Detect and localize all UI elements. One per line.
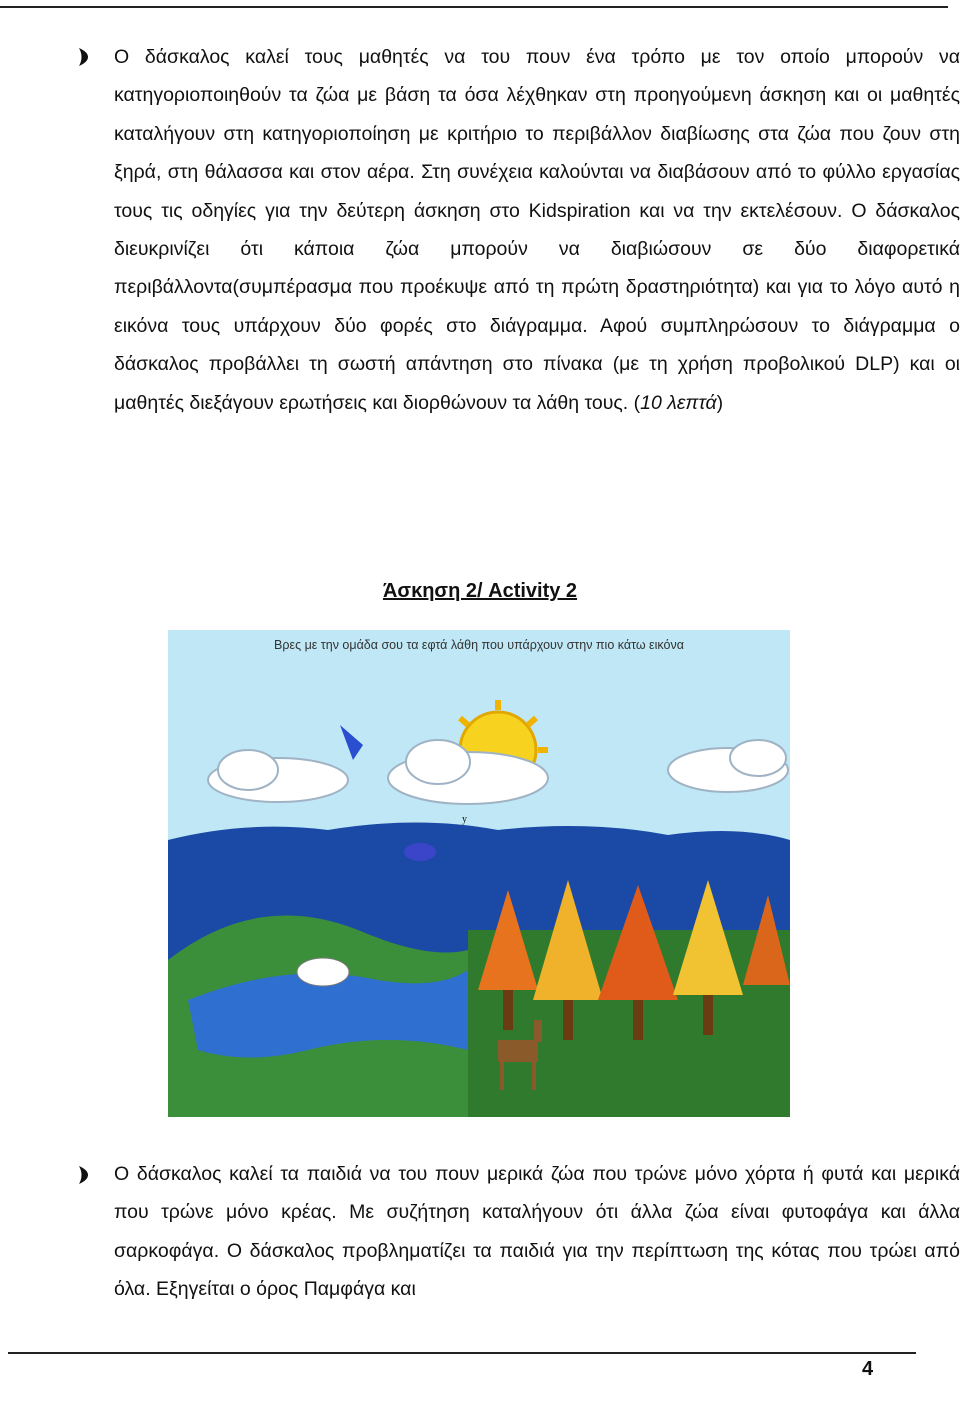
figure-caption: Βρες με την ομάδα σου τα εφτά λάθη που υπάρχουν στην πιο κάτω εικόνα bbox=[274, 638, 684, 652]
paragraph-1-text: Ο δάσκαλος καλεί τους μαθητές να του πουν ένα τρόπο με τον οποίο μπορούν να κατηγοριοποιηθούν τα ζώα με βάση τα όσα λέχθηκαν στη προηγούμενη άσκηση και οι μαθητές καταλήγουν στη κατηγοριοποίηση με κριτήριο το περιβάλλον διαβίωσης στα ζώα που ζουν στη ξηρά, στη θάλασσα και στον αέρα. Στη συνέχεια καλούνται να διαβάσουν από το φύλλο εργασίας τους τις οδηγίες για την δεύτερη άσκηση στο Kidspiration και να την εκτελέσουν. Ο δάσκαλος διευκρινίζει ότι κάποια ζώα μπορούν να διαβιώσουν σε δύο διαφορετικά περιβάλλοντα(συμπέρασμα που προέκυψε από τη πρώτη δραστηριότητα) και για το λόγο αυτό η εικόνα τους υπάρχουν δύο φορές στο διάγραμμα. Αφού συμπληρώσουν το διάγραμμα ο δάσκαλος προβάλλει τη σωστή απάντηση στο πίνακα (με τη χρήση προβολικού DLP) και οι μαθητές διεξάγουν ερωτήσεις και διορθώνουν τα λάθη τους. ( bbox=[114, 46, 960, 414]
kidspiration-scene-image bbox=[168, 630, 790, 1117]
page-number: 4 bbox=[862, 1358, 874, 1380]
activity-heading: Άσκηση 2/ Activity 2 bbox=[382, 580, 578, 602]
scene-illustration bbox=[168, 630, 790, 1117]
duration-text: 10 λεπτά bbox=[640, 391, 717, 414]
top-rule bbox=[0, 6, 948, 8]
bottom-rule bbox=[8, 1352, 916, 1354]
bullet-icon bbox=[78, 1164, 90, 1186]
paragraph-2-text: Ο δάσκαλος καλεί τα παιδιά να του πουν μερικά ζώα που τρώνε μόνο χόρτα ή φυτά και μερικά που τρώνε μόνο κρέας. Με συζήτηση καταλήγουν ότι άλλα ζώα είναι φυτοφάγα και άλλα σαρκοφάγα. Ο δάσκαλος προβληματίζει τα παιδιά για την περίπτωση της κότας που τρώει από όλα. Εξηγείται ο όρος Παμφάγα και bbox=[114, 1163, 960, 1301]
paragraph-1 bbox=[114, 38, 960, 422]
bullet-icon bbox=[78, 46, 90, 68]
paragraph-1-closing: ) bbox=[716, 391, 724, 414]
figure-small-label: y bbox=[462, 814, 467, 825]
paragraph-2 bbox=[114, 1155, 960, 1309]
